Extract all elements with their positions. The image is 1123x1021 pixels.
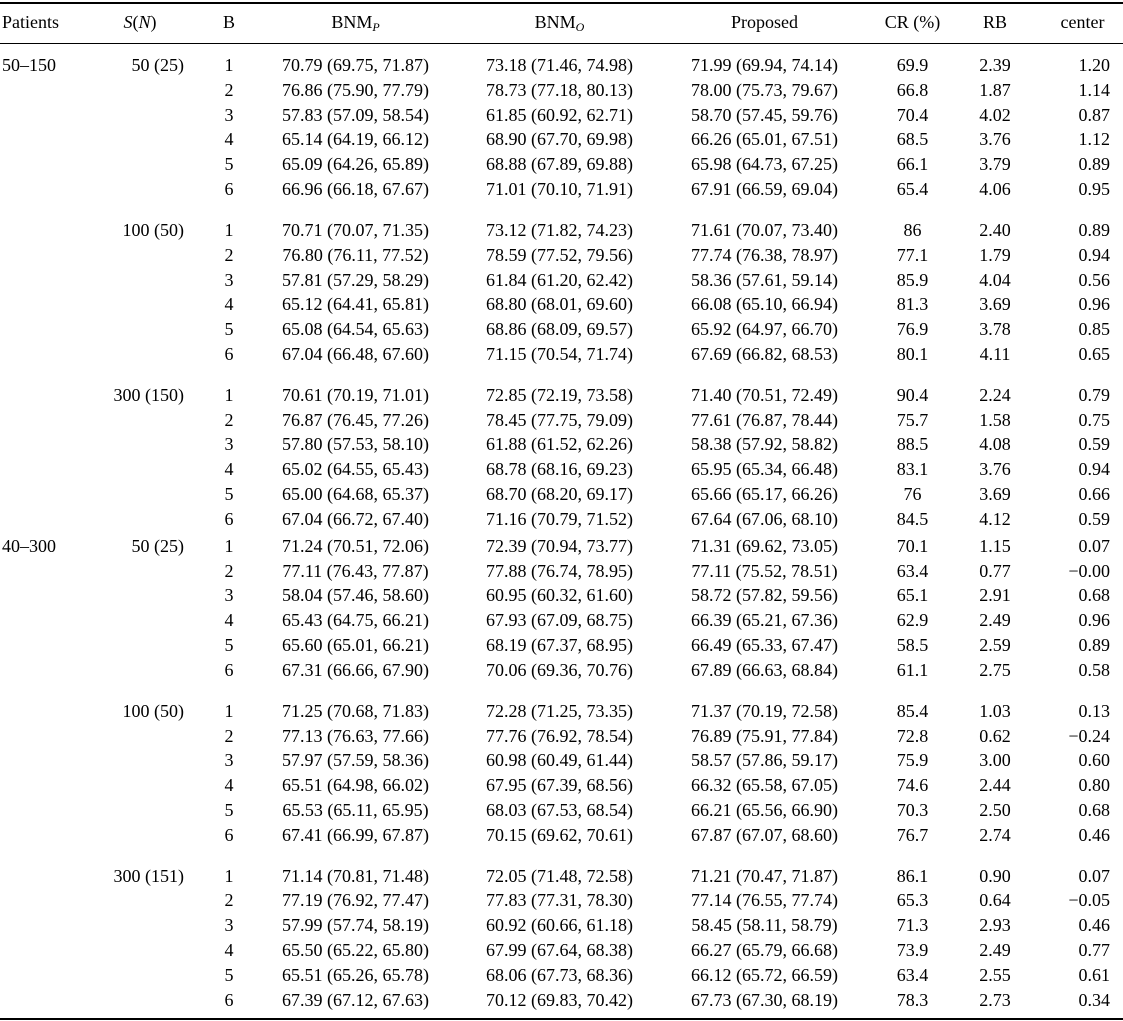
bnmp-cell: 70.71 (70.07, 71.35) [282,219,429,240]
cr-cell: 63.4 [896,964,929,985]
proposed-cell: 65.95 (65.34, 66.48) [691,459,838,480]
cr-cell: 70.1 [896,535,929,556]
rb-cell: 2.50 [979,799,1011,820]
bnmo-cell: 68.78 (68.16, 69.23) [486,459,633,480]
center-cell: 0.89 [1078,154,1110,175]
rb-cell: 4.11 [979,344,1011,365]
proposed-cell: 58.36 (57.61, 59.14) [691,269,838,290]
rb-cell: 3.76 [979,129,1011,150]
patients-cell: 50–150 [2,55,56,75]
bnmo-cell: 77.83 (77.31, 78.30) [486,890,633,911]
b-cell: 3 [224,585,234,606]
b-cell: 2 [224,409,234,430]
b-cell: 6 [224,508,234,529]
bnmo-cell: 68.90 (67.70, 69.98) [486,129,633,150]
rb-cell: 2.40 [979,219,1011,240]
center-cell: 0.96 [1078,610,1110,631]
rb-cell: 2.44 [979,775,1011,796]
bnmo-cell: 61.85 (60.92, 62.71) [486,104,633,125]
b-cell: 6 [224,179,234,200]
cr-cell: 74.6 [896,775,929,796]
cr-cell: 86 [903,219,922,240]
center-cell: 0.58 [1078,659,1110,680]
cr-cell: 73.9 [896,940,929,961]
header-proposed: Proposed [731,12,798,32]
bnmp-cell: 67.41 (66.99, 67.87) [282,824,429,845]
b-cell: 2 [224,890,234,911]
proposed-cell: 77.11 (75.52, 78.51) [691,560,838,581]
rb-cell: 3.00 [979,750,1011,771]
proposed-cell: 67.89 (66.63, 68.84) [691,659,838,680]
center-cell: 0.07 [1078,865,1110,886]
center-cell: 0.13 [1078,700,1110,721]
bnmo-cell: 68.03 (67.53, 68.54) [486,799,633,820]
rb-cell: 2.39 [979,55,1011,75]
center-cell: −0.05 [1068,890,1110,911]
b-cell: 3 [224,434,234,455]
cr-cell: 77.1 [896,244,929,265]
cr-cell: 85.9 [896,269,929,290]
center-cell: 0.61 [1078,964,1110,985]
b-cell: 2 [224,244,234,265]
bnmp-cell: 65.08 (64.54, 65.63) [282,319,429,340]
bnmp-cell: 58.04 (57.46, 58.60) [282,585,429,606]
cr-cell: 66.1 [896,154,929,175]
sn-cell: 100 (50) [122,700,184,721]
center-cell: 0.85 [1078,319,1110,340]
proposed-cell: 67.87 (67.07, 68.60) [691,824,838,845]
b-cell: 1 [224,219,234,240]
cr-cell: 75.7 [896,409,929,430]
center-cell: 0.56 [1078,269,1110,290]
center-cell: 0.60 [1078,750,1110,771]
center-cell: 0.46 [1078,915,1110,936]
b-cell: 4 [224,940,234,961]
rb-cell: 2.49 [979,940,1011,961]
proposed-cell: 65.98 (64.73, 67.25) [691,154,838,175]
cr-cell: 75.9 [896,750,929,771]
bnmp-cell: 77.19 (76.92, 77.47) [282,890,429,911]
bnmp-cell: 76.86 (75.90, 77.79) [282,79,429,100]
b-cell: 2 [224,725,234,746]
cr-cell: 66.8 [896,79,929,100]
proposed-cell: 71.99 (69.94, 74.14) [691,55,838,75]
rb-cell: 4.02 [979,104,1011,125]
center-cell: 0.75 [1078,409,1110,430]
bnmo-cell: 68.06 (67.73, 68.36) [486,964,633,985]
cr-cell: 71.3 [896,915,929,936]
center-cell: 0.68 [1078,585,1110,606]
bnmp-cell: 67.39 (67.12, 67.63) [282,989,429,1010]
cr-cell: 69.9 [896,55,929,75]
bnmo-cell: 71.16 (70.79, 71.52) [486,508,633,529]
rb-cell: 0.62 [979,725,1011,746]
bnmo-cell: 71.01 (70.10, 71.91) [486,179,633,200]
center-cell: 0.66 [1078,484,1110,505]
header-bnmo: $BNM_O$ [534,12,585,34]
b-cell: 3 [224,269,234,290]
rb-cell: 4.08 [979,434,1011,455]
bnmp-cell: 65.12 (64.41, 65.81) [282,294,429,315]
rb-cell: 2.49 [979,610,1011,631]
bottom-rule [0,1018,1123,1020]
header-cr: CR (%) [884,12,941,32]
cr-cell: 65.1 [896,585,929,606]
header-sn: S(N) [123,12,157,32]
cr-cell: 70.3 [896,799,929,820]
center-cell: 0.34 [1078,989,1110,1010]
cr-cell: 81.3 [896,294,929,315]
bnmo-cell: 68.80 (68.01, 69.60) [486,294,633,315]
rb-cell: 2.24 [979,384,1011,405]
bnmo-cell: 72.05 (71.48, 72.58) [486,865,633,886]
bnmo-cell: 68.86 (68.09, 69.57) [486,319,633,340]
bnmp-cell: 76.87 (76.45, 77.26) [282,409,429,430]
bnmp-cell: 65.09 (64.26, 65.89) [282,154,429,175]
center-cell: 0.59 [1078,508,1110,529]
bnmo-cell: 67.93 (67.09, 68.75) [486,610,633,631]
bnmo-cell: 71.15 (70.54, 71.74) [486,344,633,365]
b-cell: 6 [224,989,234,1010]
bnmp-cell: 57.99 (57.74, 58.19) [282,915,429,936]
cr-cell: 90.4 [896,384,929,405]
bnmp-cell: 71.25 (70.68, 71.83) [282,700,429,721]
bnmp-cell: 67.31 (66.66, 67.90) [282,659,429,680]
bnmp-cell: 57.81 (57.29, 58.29) [282,269,429,290]
bnmp-cell: 70.61 (70.19, 71.01) [282,384,429,405]
bnmo-cell: 70.15 (69.62, 70.61) [486,824,633,845]
cr-cell: 78.3 [896,989,929,1010]
bnmp-cell: 65.14 (64.19, 66.12) [282,129,429,150]
cr-cell: 76.9 [896,319,929,340]
proposed-cell: 67.91 (66.59, 69.04) [691,179,838,200]
b-cell: 5 [224,799,234,820]
header-b: B [222,12,235,32]
bnmo-cell: 72.39 (70.94, 73.77) [486,535,633,556]
b-cell: 6 [224,824,234,845]
cr-cell: 62.9 [896,610,929,631]
proposed-cell: 66.12 (65.72, 66.59) [691,964,838,985]
bnmp-cell: 65.02 (64.55, 65.43) [282,459,429,480]
center-cell: 0.96 [1078,294,1110,315]
b-cell: 6 [224,659,234,680]
rb-cell: 2.73 [979,989,1011,1010]
bnmo-cell: 68.88 (67.89, 69.88) [486,154,633,175]
b-cell: 4 [224,775,234,796]
proposed-cell: 66.27 (65.79, 66.68) [691,940,838,961]
cr-cell: 86.1 [896,865,929,886]
bnmp-cell: 57.83 (57.09, 58.54) [282,104,429,125]
proposed-cell: 66.08 (65.10, 66.94) [691,294,838,315]
cr-cell: 68.5 [896,129,929,150]
sn-cell: 300 (151) [113,865,184,886]
center-cell: 0.89 [1078,635,1110,656]
center-cell: 0.94 [1078,459,1110,480]
bnmp-cell: 65.53 (65.11, 65.95) [282,799,429,820]
b-cell: 2 [224,560,234,581]
proposed-cell: 78.00 (75.73, 79.67) [691,79,838,100]
rb-cell: 3.69 [979,484,1011,505]
center-cell: 0.68 [1078,799,1110,820]
proposed-cell: 77.74 (76.38, 78.97) [691,244,838,265]
header-rb: RB [982,12,1007,32]
b-cell: 3 [224,104,234,125]
sn-cell: 300 (150) [113,384,184,405]
bnmo-cell: 77.76 (76.92, 78.54) [486,725,633,746]
center-cell: 1.20 [1078,55,1110,75]
center-cell: 0.46 [1078,824,1110,845]
patients-cell: 40–300 [2,535,56,556]
center-cell: 0.95 [1078,179,1110,200]
sn-cell: 50 (25) [131,55,184,75]
proposed-cell: 58.70 (57.45, 59.76) [691,104,838,125]
bnmo-cell: 68.70 (68.20, 69.17) [486,484,633,505]
center-cell: 0.79 [1078,384,1110,405]
proposed-cell: 66.32 (65.58, 67.05) [691,775,838,796]
b-cell: 5 [224,964,234,985]
proposed-cell: 77.61 (76.87, 78.44) [691,409,838,430]
header-patients: Patients [2,12,59,32]
center-cell: 0.80 [1078,775,1110,796]
bnmp-cell: 66.96 (66.18, 67.67) [282,179,429,200]
sn-cell: 100 (50) [122,219,184,240]
bnmp-cell: 65.00 (64.68, 65.37) [282,484,429,505]
b-cell: 6 [224,344,234,365]
cr-cell: 76.7 [896,824,929,845]
proposed-cell: 67.64 (67.06, 68.10) [691,508,838,529]
bnmp-cell: 67.04 (66.48, 67.60) [282,344,429,365]
bnmp-cell: 57.80 (57.53, 58.10) [282,434,429,455]
center-cell: 1.14 [1078,79,1110,100]
cr-cell: 83.1 [896,459,929,480]
proposed-cell: 58.38 (57.92, 58.82) [691,434,838,455]
bnmp-cell: 65.50 (65.22, 65.80) [282,940,429,961]
rb-cell: 0.90 [979,865,1011,886]
rb-cell: 2.75 [979,659,1011,680]
rb-cell: 4.04 [979,269,1011,290]
rb-cell: 2.91 [979,585,1011,606]
rb-cell: 2.59 [979,635,1011,656]
bnmo-cell: 72.85 (72.19, 73.58) [486,384,633,405]
rb-cell: 4.12 [979,508,1011,529]
bnmo-cell: 60.92 (60.66, 61.18) [486,915,633,936]
rb-cell: 1.03 [979,700,1011,721]
bnmo-cell: 73.12 (71.82, 74.23) [486,219,633,240]
rb-cell: 4.06 [979,179,1011,200]
bnmo-cell: 77.88 (76.74, 78.95) [486,560,633,581]
proposed-cell: 76.89 (75.91, 77.84) [691,725,838,746]
cr-cell: 63.4 [896,560,929,581]
proposed-cell: 58.57 (57.86, 59.17) [691,750,838,771]
bnmo-cell: 70.06 (69.36, 70.76) [486,659,633,680]
bnmo-cell: 60.95 (60.32, 61.60) [486,585,633,606]
sn-cell: 50 (25) [131,535,184,556]
proposed-cell: 58.72 (57.82, 59.56) [691,585,838,606]
b-cell: 4 [224,459,234,480]
cr-cell: 65.3 [896,890,929,911]
bnmo-cell: 60.98 (60.49, 61.44) [486,750,633,771]
bnmp-cell: 67.04 (66.72, 67.40) [282,508,429,529]
header-bnmp: $BNM_P$ [331,12,380,34]
proposed-cell: 71.21 (70.47, 71.87) [691,865,838,886]
cr-cell: 76 [903,484,922,505]
rb-cell: 3.76 [979,459,1011,480]
b-cell: 5 [224,635,234,656]
bnmo-cell: 78.45 (77.75, 79.09) [486,409,633,430]
cr-cell: 84.5 [896,508,929,529]
center-cell: 0.59 [1078,434,1110,455]
proposed-cell: 67.73 (67.30, 68.19) [691,989,838,1010]
header-rule [0,43,1123,44]
center-cell: 0.65 [1078,344,1110,365]
cr-cell: 70.4 [896,104,929,125]
rb-cell: 1.87 [979,79,1011,100]
bnmp-cell: 76.80 (76.11, 77.52) [282,244,429,265]
b-cell: 1 [224,700,234,721]
center-cell: 0.94 [1078,244,1110,265]
bnmo-cell: 67.99 (67.64, 68.38) [486,940,633,961]
center-cell: −0.00 [1068,560,1110,581]
rb-cell: 2.93 [979,915,1011,936]
bnmo-cell: 70.12 (69.83, 70.42) [486,989,633,1010]
b-cell: 3 [224,915,234,936]
proposed-cell: 66.21 (65.56, 66.90) [691,799,838,820]
bnmp-cell: 71.14 (70.81, 71.48) [282,865,429,886]
b-cell: 1 [224,384,234,405]
proposed-cell: 71.31 (69.62, 73.05) [691,535,838,556]
b-cell: 4 [224,129,234,150]
b-cell: 1 [224,535,234,556]
rb-cell: 1.15 [979,535,1011,556]
rb-cell: 3.69 [979,294,1011,315]
cr-cell: 65.4 [896,179,929,200]
bnmp-cell: 70.79 (69.75, 71.87) [282,55,429,75]
rb-cell: 1.79 [979,244,1011,265]
proposed-cell: 71.61 (70.07, 73.40) [691,219,838,240]
proposed-cell: 66.49 (65.33, 67.47) [691,635,838,656]
rb-cell: 1.58 [979,409,1011,430]
rb-cell: 3.79 [979,154,1011,175]
cr-cell: 61.1 [896,659,929,680]
b-cell: 5 [224,319,234,340]
center-cell: 0.77 [1078,940,1110,961]
center-cell: 1.12 [1078,129,1110,150]
bnmp-cell: 65.60 (65.01, 66.21) [282,635,429,656]
b-cell: 1 [224,865,234,886]
bnmp-cell: 77.11 (76.43, 77.87) [282,560,429,581]
cr-cell: 88.5 [896,434,929,455]
bnmo-cell: 72.28 (71.25, 73.35) [486,700,633,721]
b-cell: 1 [224,55,234,75]
bnmp-cell: 71.24 (70.51, 72.06) [282,535,429,556]
bnmo-cell: 61.84 (61.20, 62.42) [486,269,633,290]
bnmp-cell: 57.97 (57.59, 58.36) [282,750,429,771]
rb-cell: 2.74 [979,824,1011,845]
bnmo-cell: 78.59 (77.52, 79.56) [486,244,633,265]
bnmp-cell: 65.51 (65.26, 65.78) [282,964,429,985]
rb-cell: 3.78 [979,319,1011,340]
b-cell: 4 [224,610,234,631]
center-cell: 0.07 [1078,535,1110,556]
b-cell: 3 [224,750,234,771]
b-cell: 2 [224,79,234,100]
bnmo-cell: 67.95 (67.39, 68.56) [486,775,633,796]
proposed-cell: 66.26 (65.01, 67.51) [691,129,838,150]
b-cell: 5 [224,484,234,505]
center-cell: 0.89 [1078,219,1110,240]
bnmo-cell: 78.73 (77.18, 80.13) [486,79,633,100]
proposed-cell: 77.14 (76.55, 77.74) [691,890,838,911]
bnmp-cell: 77.13 (76.63, 77.66) [282,725,429,746]
b-cell: 5 [224,154,234,175]
bnmo-cell: 68.19 (67.37, 68.95) [486,635,633,656]
proposed-cell: 58.45 (58.11, 58.79) [691,915,838,936]
b-cell: 4 [224,294,234,315]
bnmo-cell: 61.88 (61.52, 62.26) [486,434,633,455]
rb-cell: 0.77 [979,560,1011,581]
center-cell: 0.87 [1078,104,1110,125]
proposed-cell: 65.92 (64.97, 66.70) [691,319,838,340]
bnmp-cell: 65.51 (64.98, 66.02) [282,775,429,796]
proposed-cell: 71.40 (70.51, 72.49) [691,384,838,405]
bnmo-cell: 73.18 (71.46, 74.98) [486,55,633,75]
cr-cell: 80.1 [896,344,929,365]
cr-cell: 58.5 [896,635,929,656]
cr-cell: 85.4 [896,700,929,721]
cr-cell: 72.8 [896,725,929,746]
rb-cell: 2.55 [979,964,1011,985]
bnmp-cell: 65.43 (64.75, 66.21) [282,610,429,631]
proposed-cell: 66.39 (65.21, 67.36) [691,610,838,631]
proposed-cell: 67.69 (66.82, 68.53) [691,344,838,365]
proposed-cell: 71.37 (70.19, 72.58) [691,700,838,721]
header-center: center [1060,12,1105,32]
rb-cell: 0.64 [979,890,1011,911]
proposed-cell: 65.66 (65.17, 66.26) [691,484,838,505]
center-cell: −0.24 [1068,725,1110,746]
top-rule [0,2,1123,4]
